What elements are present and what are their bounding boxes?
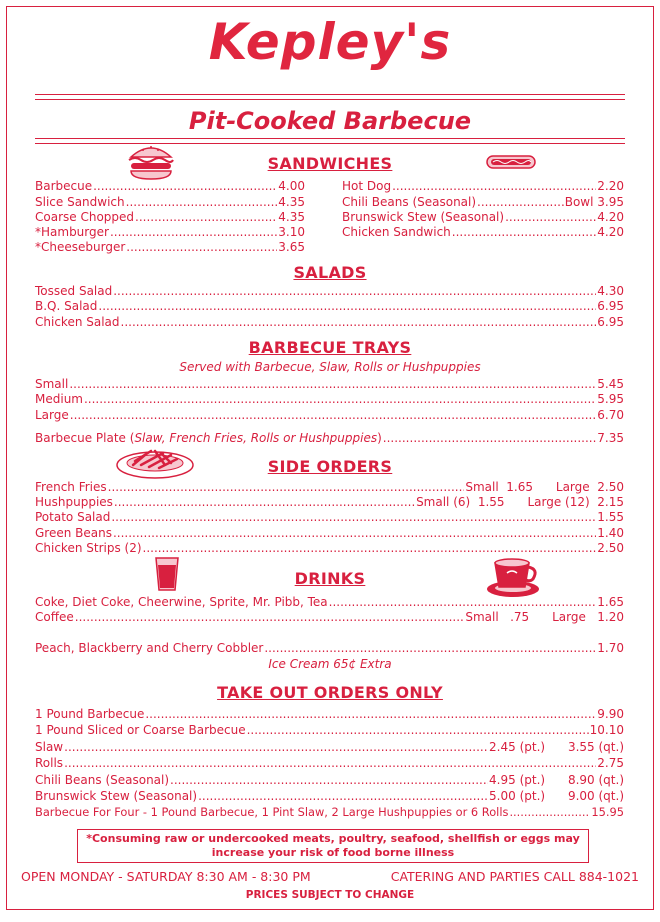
sandwiches-heading: SANDWICHES (267, 154, 393, 173)
drinks-heading: DRINKS (294, 569, 366, 588)
menu-item: *Hamburger ..... 3.10 (35, 225, 305, 240)
restaurant-name: Kepley's (208, 13, 452, 71)
menu-item: Medium ..... 5.95 (35, 392, 624, 407)
menu-item: Barbecue For Four - 1 Pound Barbecue, 1 Pint Slaw, 2 Large Hushpuppies or 6 Rolls ..... 15.95 (35, 805, 624, 820)
menu-item: French Fries ..... Small 1.65 Large 2.50 (35, 480, 624, 495)
menu-item: Chicken Salad ..... 6.95 (35, 315, 624, 330)
menu-item: Slice Sandwich ..... 4.35 (35, 195, 305, 210)
menu-page (6, 6, 654, 910)
header-rule (35, 94, 625, 95)
salads-heading: SALADS (293, 263, 367, 282)
menu-item: Brunswick Stew (Seasonal) ..... 5.00 (pt.) 9.00 (qt.) (35, 789, 624, 804)
menu-item: Coke, Diet Coke, Cheerwine, Sprite, Mr. Pibb, Tea ..... 1.65 (35, 595, 624, 610)
menu-item: 1 Pound Sliced or Coarse Barbecue ..... 10.10 (35, 723, 624, 738)
menu-item: Peach, Blackberry and Cherry Cobbler ..... 1.70 (35, 641, 624, 656)
menu-item: Chicken Sandwich ..... 4.20 (342, 225, 624, 240)
menu-item: Green Beans ..... 1.40 (35, 526, 624, 541)
menu-item: Small ..... 5.45 (35, 377, 624, 392)
ice-cream-note: Ice Cream 65¢ Extra (268, 657, 392, 671)
subtitle-rule (35, 138, 625, 139)
menu-item: Coarse Chopped ..... 4.35 (35, 210, 305, 225)
menu-item: Barbecue Plate (Slaw, French Fries, Rolls or Hushpuppies) ..... 7.35 (35, 431, 624, 446)
menu-item: Hot Dog ..... 2.20 (342, 179, 624, 194)
menu-item: Coffee ..... Small .75 Large 1.20 (35, 610, 624, 625)
menu-item: Tossed Salad ..... 4.30 (35, 284, 624, 299)
menu-item: Slaw ..... 2.45 (pt.) 3.55 (qt.) (35, 740, 624, 755)
menu-item: B.Q. Salad ..... 6.95 (35, 299, 624, 314)
menu-item: Chili Beans (Seasonal) ..... 4.95 (pt.) 8.90 (qt.) (35, 773, 624, 788)
prices-notice: PRICES SUBJECT TO CHANGE (245, 889, 415, 901)
menu-item: Brunswick Stew (Seasonal) ..... 4.20 (342, 210, 624, 225)
catering-phone: CATERING AND PARTIES CALL 884-1021 (390, 869, 639, 884)
subtitle-rule (35, 143, 625, 144)
menu-item: *Cheeseburger ..... 3.65 (35, 240, 305, 255)
menu-item: Rolls ..... 2.75 (35, 756, 624, 771)
menu-item: Large ..... 6.70 (35, 408, 624, 423)
restaurant-subtitle: Pit-Cooked Barbecue (188, 107, 472, 135)
menu-item: Chili Beans (Seasonal) ..... Bowl 3.95 (342, 195, 624, 210)
menu-item: 1 Pound Barbecue ..... 9.90 (35, 707, 624, 722)
side-orders-heading: SIDE ORDERS (267, 457, 393, 476)
menu-item: Barbecue ..... 4.00 (35, 179, 305, 194)
header-rule (35, 99, 625, 100)
take-out-heading: TAKE OUT ORDERS ONLY (217, 683, 443, 702)
menu-item: Potato Salad ..... 1.55 (35, 510, 624, 525)
barbecue-trays-heading: BARBECUE TRAYS (248, 338, 412, 357)
food-safety-warning: *Consuming raw or undercooked meats, poultry, seafood, shellfish or eggs may increase your risk of food borne illness (77, 829, 589, 863)
opening-hours: OPEN MONDAY - SATURDAY 8:30 AM - 8:30 PM (21, 869, 311, 884)
menu-item: Chicken Strips (2) ..... 2.50 (35, 541, 624, 556)
trays-note: Served with Barbecue, Slaw, Rolls or Hushpuppies (179, 360, 481, 374)
menu-item: Hushpuppies ..... Small (6) 1.55 Large (12) 2.15 (35, 495, 624, 510)
